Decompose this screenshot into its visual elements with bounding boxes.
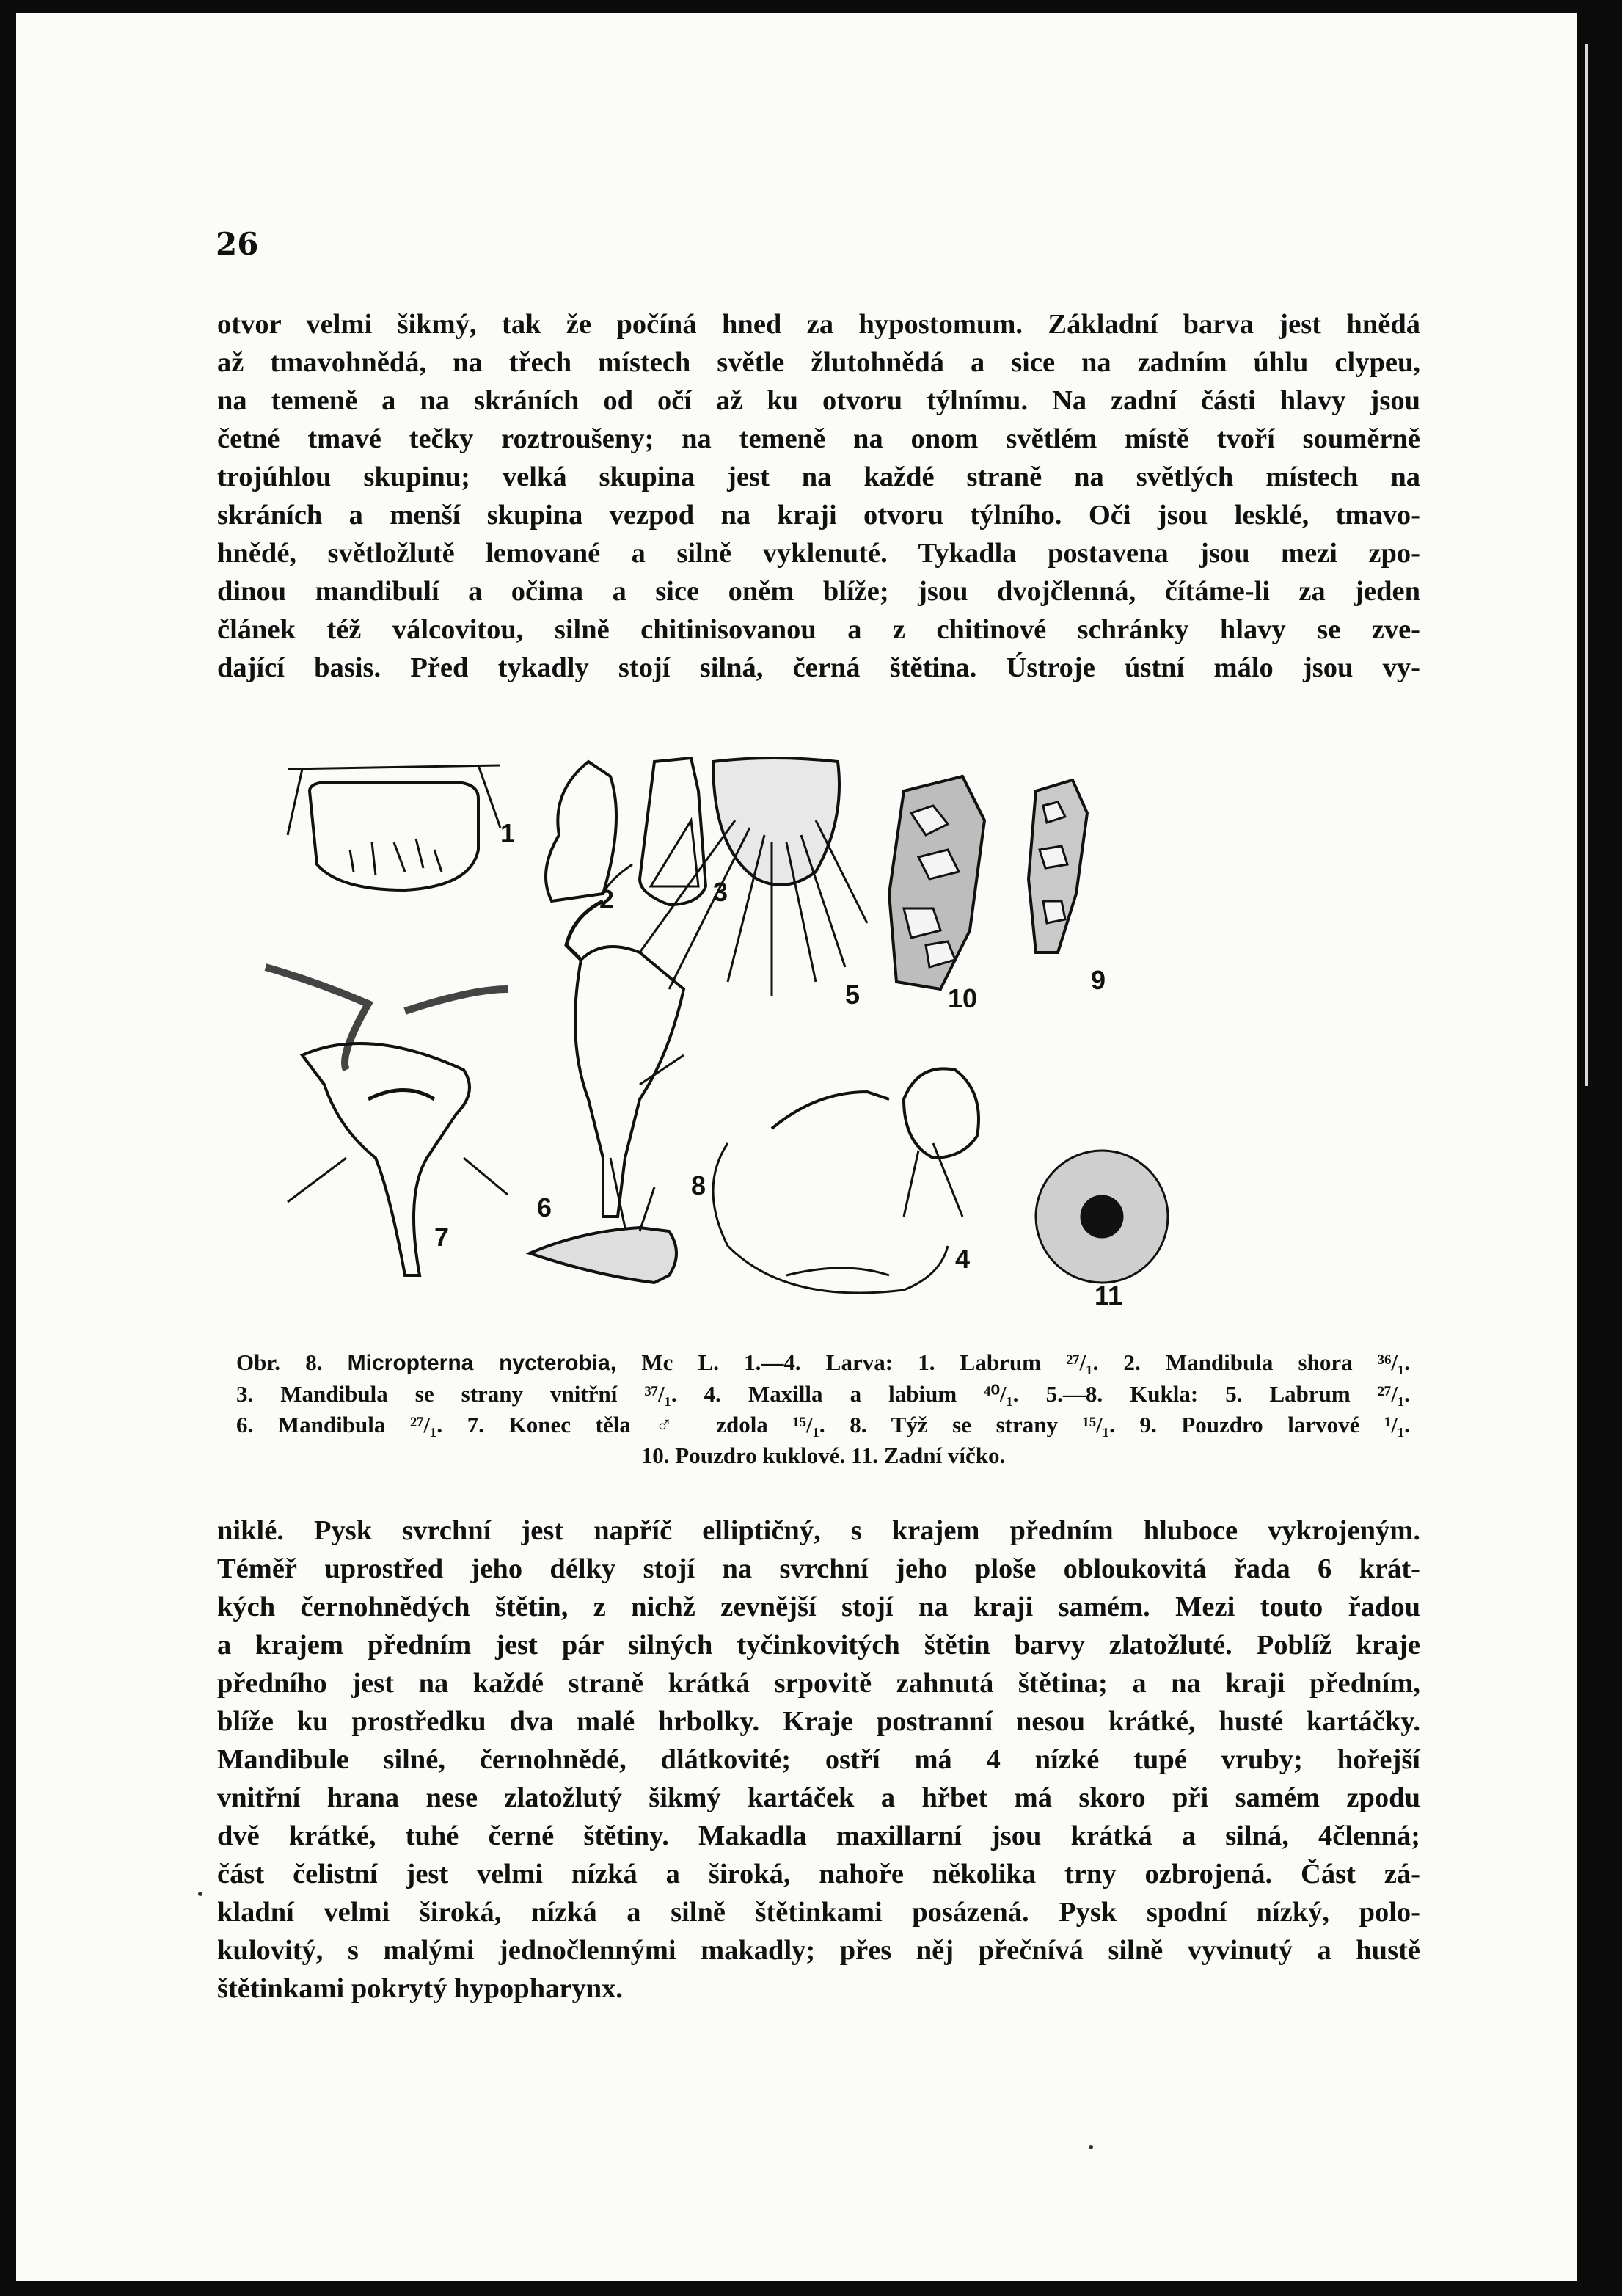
text-line: štětinkami pokrytý hypopharynx.	[217, 1973, 624, 2004]
figure-label: 3	[713, 877, 728, 907]
text-line: blíže ku prostředku dva malé hrbolky. Kraje postranní nesou krátké, husté kartáčky.	[217, 1706, 1420, 1737]
paragraph-2	[217, 1512, 1420, 2008]
text-line: otvor velmi šikmý, tak že počíná hned za hypostomum. Základní barva jest hnědá	[217, 309, 1420, 340]
figure-label: 2	[599, 884, 615, 914]
text-line: skráních a menší skupina vezpod na kraji otvoru týlního. Oči jsou lesklé, tmavo-	[217, 500, 1420, 531]
drawing-pupa-side	[566, 901, 684, 1217]
figure-label: 6	[537, 1192, 552, 1222]
paragraph-1	[217, 305, 1420, 687]
text-line: dinou mandibulí a očima a sice oněm blíže; jsou dvojčlenná, čítáme-li za jeden	[217, 576, 1420, 607]
figure-label: 8	[691, 1170, 706, 1200]
text-line: niklé. Pysk svrchní jest napříč elliptičný, s krajem předním hluboce vykrojeným.	[217, 1515, 1420, 1546]
caption-line: 10. Pouzdro kuklové. 11. Zadní víčko.	[640, 1443, 1006, 1468]
text-line: kladní velmi široká, nízká a silně štětinkami posázená. Pysk spodní nízký, polo-	[217, 1897, 1420, 1928]
text-line: trojúhlou skupinu; velká skupina jest na každé straně na světlých místech na	[217, 462, 1420, 492]
text-line: část čelistní jest velmi nízká a široká, nahoře několika trny ozbrojená. Část zá-	[217, 1859, 1420, 1889]
scan-edge-line	[1585, 44, 1588, 1086]
text-line: četné tmavé tečky roztroušeny; na temeně na onom světlém místě tvoří souměrně	[217, 423, 1420, 454]
drawing-pupal-case	[889, 776, 984, 989]
caption-line1-rest: Mc L. 1.—4. Larva: 1. Labrum ²⁷/₁. 2. Mandibula shora ³⁶/₁.	[641, 1349, 1411, 1375]
figure-label: 4	[955, 1244, 971, 1274]
speck	[1089, 2145, 1093, 2149]
text-line: hnědé, světložlutě lemované a silně vyklenuté. Tykadla postavena jsou mezi zpo-	[217, 538, 1420, 569]
caption-line: 6. Mandibula ²⁷/₁. 7. Konec těla ♂ zdola ¹⁵/₁. 8. Týž se strany ¹⁵/₁. 9. Pouzdro larvové ¹/₁.	[236, 1412, 1410, 1437]
text-line: na temeně a na skráních od očí až ku otvoru týlnímu. Na zadní části hlavy jsou	[217, 385, 1420, 416]
drawing-mandibula-side	[640, 758, 706, 905]
drawing-maxilla-labium	[713, 1068, 979, 1293]
caption-species: Micropterna nycterobia,	[347, 1351, 617, 1375]
text-line: vnitřní hrana nese zlatožlutý šikmý kartáček a hřbet má skoro při samém zpodu	[217, 1782, 1420, 1813]
text-line: článek též válcovitou, silně chitinisovanou a z chitinové schránky hlavy se zve-	[217, 614, 1420, 645]
figure-label: 5	[845, 980, 861, 1010]
drawing-larval-case	[1029, 780, 1087, 952]
text-line: kulovitý, s malými jednočlennými makadly; přes něj přečnívá silně vyvinutý a hustě	[217, 1935, 1420, 1966]
drawing-labrum-pupa	[640, 758, 867, 996]
book-page	[16, 13, 1577, 2281]
figure-label: 1	[500, 818, 516, 848]
figure-label: 9	[1091, 965, 1106, 995]
drawing-mandibula-top	[546, 762, 632, 901]
text-line: a krajem předním jest pár silných tyčinkovitých štětin barvy zlatožluté. Poblíž kraje	[217, 1630, 1420, 1661]
caption-figure-number: Obr. 8.	[236, 1349, 323, 1375]
figure-caption	[236, 1347, 1410, 1471]
text-line: předního jest na každé straně krátká srpovitě zahnutá štětina; a na kraji předním,	[217, 1668, 1420, 1699]
figure-illustration	[258, 747, 1432, 1319]
text-line: Téměř uprostřed jeho délky stojí na svrchní jeho ploše obloukovitá řada 6 krát-	[217, 1553, 1420, 1584]
speck	[198, 1892, 202, 1896]
drawing-abdomen-tip	[266, 967, 508, 1275]
figure-label: 10	[948, 983, 978, 1013]
drawing-labrum-larva	[288, 765, 500, 890]
text-line: Mandibule silné, černohnědé, dlátkovité; ostří má 4 nízké tupé vruby; hořejší	[217, 1744, 1420, 1775]
text-line: dající basis. Před tykadly stojí silná, černá štětina. Ústroje ústní málo jsou vy-	[217, 652, 1420, 683]
caption-line	[236, 1347, 1410, 1379]
text-line: dvě krátké, tuhé černé štětiny. Makadla maxillarní jsou krátká a silná, 4členná;	[217, 1821, 1420, 1851]
text-line: až tmavohnědá, na třech místech světle žlutohnědá a sice na zadním úhlu clypeu,	[217, 347, 1420, 378]
page-number: 26	[216, 226, 259, 262]
caption-line: 3. Mandibula se strany vnitřní ³⁷/₁. 4. Maxilla a labium ⁴⁰/₁. 5.—8. Kukla: 5. Labrum ²⁷/₁.	[236, 1381, 1410, 1407]
figure-label: 11	[1095, 1280, 1123, 1311]
text-line: kých černohnědých štětin, z nichž zevnější stojí na kraji samém. Mezi touto řadou	[217, 1592, 1420, 1622]
drawing-rear-lid	[1036, 1151, 1168, 1283]
figure-label: 7	[434, 1222, 450, 1252]
